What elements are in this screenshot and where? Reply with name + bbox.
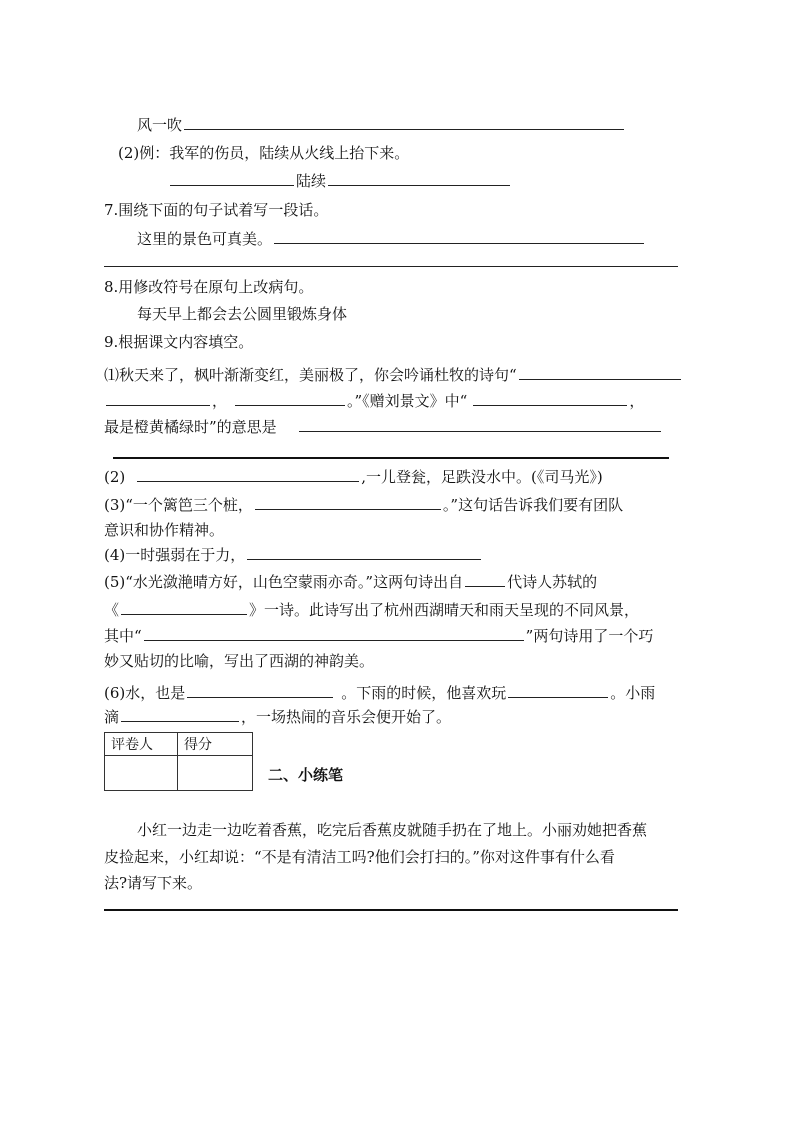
q9-p3-line1 [104, 494, 623, 516]
score-table [104, 732, 253, 791]
q9-p6-text-a: (6)水，也是 [104, 684, 186, 702]
q9-p1-answer-line[interactable] [113, 457, 669, 459]
q9-p6-text-b: 。下雨的时候，他喜欢玩 [341, 684, 507, 702]
section-2-line3: 法?请写下来。 [104, 874, 203, 892]
q9-p1-line2 [104, 390, 644, 412]
q9-p1-comma: ， [212, 392, 228, 410]
q9-p4-line [104, 544, 483, 566]
q9-p5-text-f: ”两句诗用了一个巧 [525, 627, 654, 645]
q7-prompt: 这里的景色可真美。 [137, 230, 273, 248]
q6-wind-line [137, 114, 626, 136]
q7-title: 7.围绕下面的句子试着写一段话。 [104, 201, 329, 219]
answer-blank[interactable] [274, 229, 644, 244]
answer-blank[interactable] [187, 683, 333, 698]
q9-p5-text-d: 》一诗。此诗写出了杭州西湖晴天和雨天呈现的不同风景， [249, 601, 640, 619]
section-2-heading: 二、小练笔 [268, 766, 344, 784]
q9-p5-text-a: (5)“水光潋滟晴方好，山色空蒙雨亦奇。”这两句诗出自 [104, 573, 464, 591]
q9-p1-text-a: ⑴秋天来了，枫叶渐渐变红，美丽极了，你会吟诵杜牧的诗句“ [104, 366, 517, 384]
q6-word: 陆续 [296, 172, 327, 190]
answer-blank[interactable] [519, 365, 681, 380]
q9-p1-text-c: ， [629, 392, 645, 410]
q9-p3-line2: 意识和协作精神。 [104, 521, 225, 539]
answer-blank[interactable] [473, 391, 627, 406]
answer-blank[interactable] [137, 467, 359, 482]
answer-blank[interactable] [465, 572, 505, 587]
answer-blank[interactable] [328, 171, 510, 186]
q9-title: 9.根据课文内容填空。 [104, 333, 254, 351]
answer-blank[interactable] [144, 626, 524, 641]
q9-p5-line1 [104, 571, 597, 593]
q9-p6-line2 [104, 706, 451, 728]
answer-blank[interactable] [121, 600, 247, 615]
q9-p5-text-b: 代诗人苏轼的 [507, 573, 598, 591]
q7-writing-line[interactable] [104, 266, 678, 267]
answer-blank[interactable] [255, 495, 441, 510]
answer-blank[interactable] [184, 115, 624, 130]
q9-p2-line [104, 466, 603, 488]
q9-p6-line1 [104, 682, 655, 704]
q9-p3-text-b: 。”这句话告诉我们要有团队 [442, 496, 624, 514]
q9-p5-line3 [104, 625, 653, 647]
answer-blank[interactable] [235, 391, 345, 406]
q9-p6-text-e: ，一场热闹的音乐会便开始了。 [241, 708, 452, 726]
q9-p5-text-e: 其中“ [104, 627, 142, 645]
q6-continue-line [168, 170, 512, 192]
q8-sentence: 每天早上都会去公圆里锻炼身体 [137, 305, 348, 323]
q9-p1-text-d: 最是橙黄橘绿时”的意思是 [104, 418, 277, 436]
answer-blank[interactable] [247, 545, 481, 560]
answer-blank[interactable] [299, 417, 661, 432]
score-table-header-grader: 评卷人 [105, 733, 178, 756]
section-2-line2: 皮捡起来，小红却说：“不是有清洁工吗?他们会打扫的。”你对这件事有什么看 [104, 848, 615, 866]
q9-p5-text-c: 《 [104, 601, 120, 619]
answer-blank[interactable] [121, 707, 239, 722]
q9-p5-line4: 妙又贴切的比喻，写出了西湖的神韵美。 [104, 652, 375, 670]
q9-p1-line3 [104, 416, 663, 438]
q9-p3-text-a: (3)“一个篱笆三个桩， [104, 496, 253, 514]
q9-p6-text-d: 滴 [104, 708, 120, 726]
q9-p2-text: ,一儿登瓮，足跌没水中。(《司马光》) [361, 468, 603, 486]
answer-blank[interactable] [106, 391, 210, 406]
q9-p5-line2 [104, 599, 639, 621]
q9-p4-text: (4)一时强弱在于力， [104, 546, 246, 564]
score-table-header-score: 得分 [178, 733, 253, 756]
q8-title: 8.用修改符号在原句上改病句。 [104, 278, 314, 296]
q9-p6-text-c: 。小雨 [610, 684, 656, 702]
answer-blank[interactable] [508, 683, 608, 698]
q9-p1-text-b: 。”《赠刘景文》中“ [347, 392, 468, 410]
answer-blank[interactable] [170, 171, 294, 186]
section-2-writing-line[interactable] [104, 909, 678, 911]
q9-p2-num: (2) [104, 468, 126, 486]
grader-cell[interactable] [105, 756, 178, 791]
section-2-line1: 小红一边走一边吃着香蕉，吃完后香蕉皮就随手扔在了地上。小丽劝她把香蕉 [137, 821, 648, 839]
q7-prompt-line [137, 228, 646, 250]
q6-wind-prefix: 风一吹 [137, 116, 183, 134]
q9-p1-line1 [104, 364, 683, 386]
score-cell[interactable] [178, 756, 253, 791]
q6-example-2: (2)例：我军的伤员，陆续从火线上抬下来。 [118, 144, 410, 162]
